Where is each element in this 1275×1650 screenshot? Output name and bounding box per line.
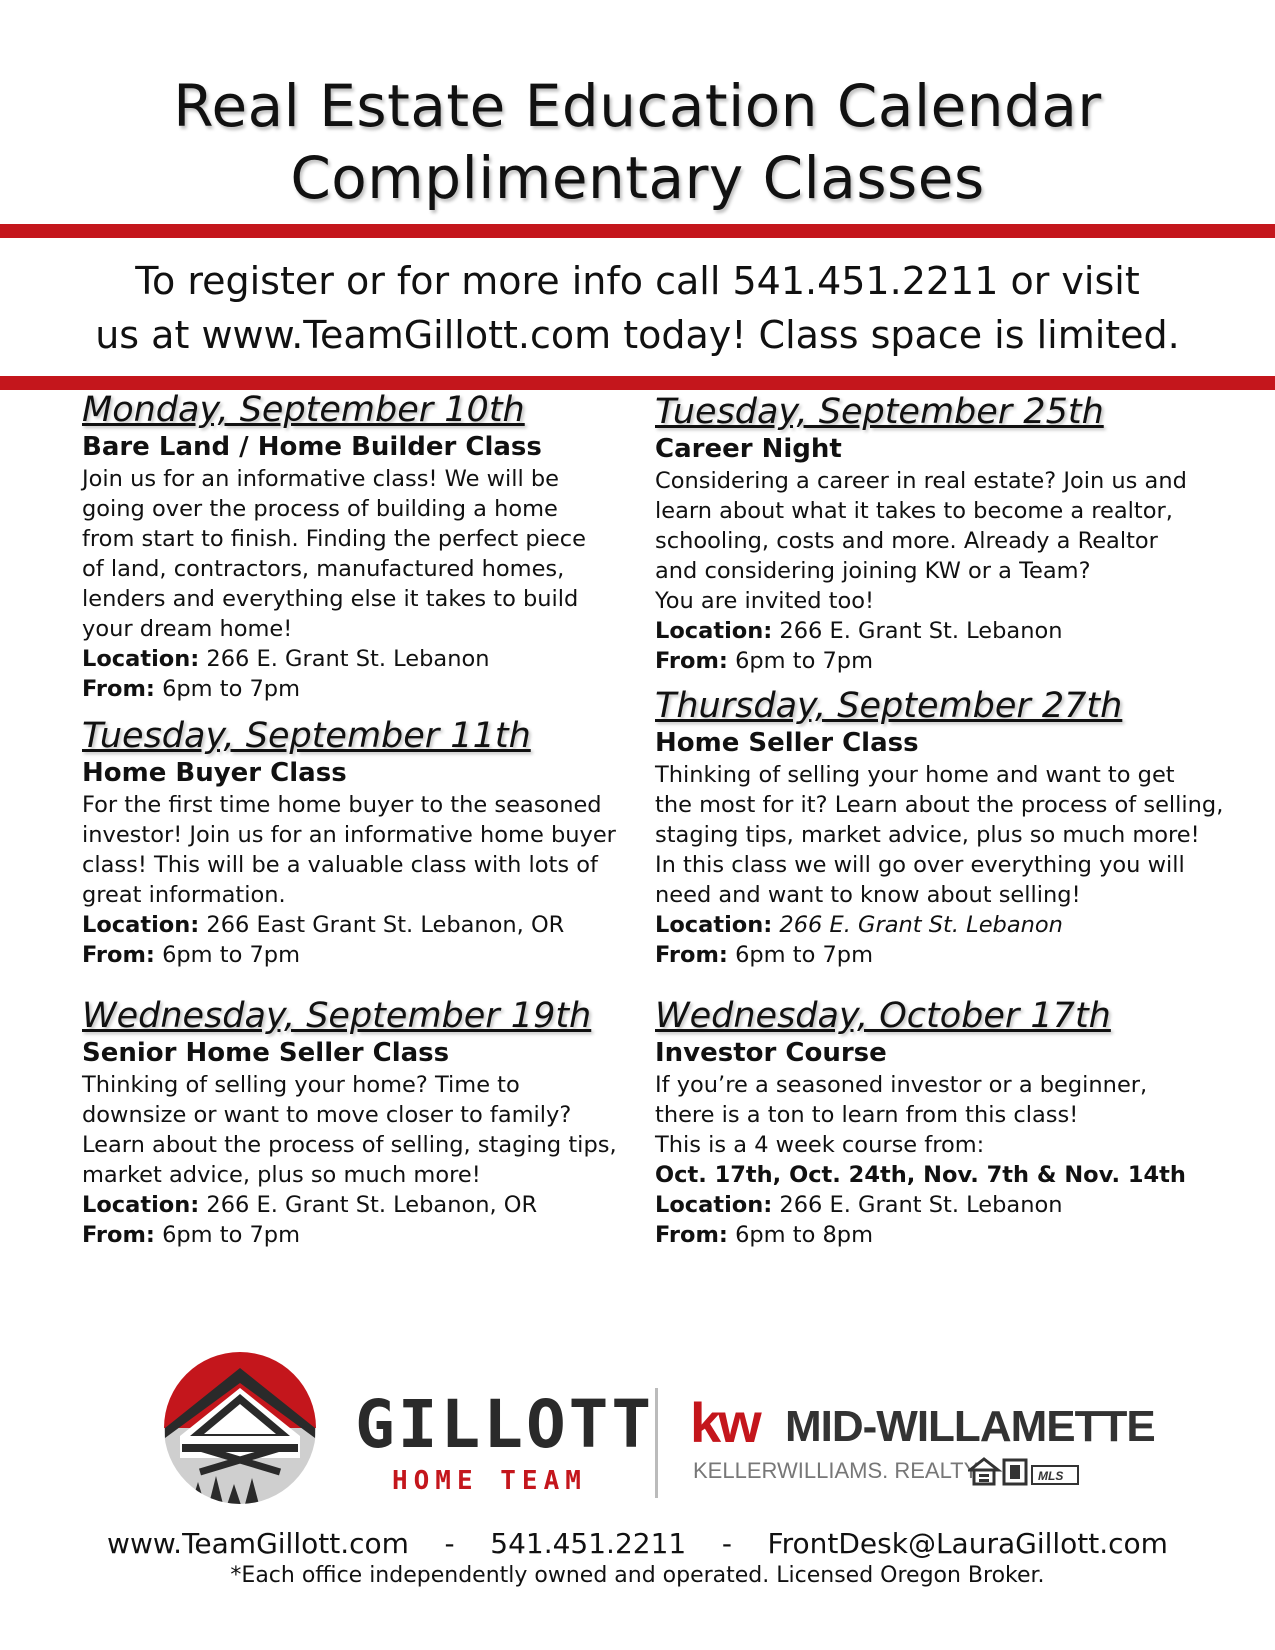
event-description (655, 466, 1215, 616)
location-value: 266 E. Grant St. Lebanon (199, 646, 490, 672)
event-time (655, 940, 1215, 970)
realtor-icon (1004, 1460, 1026, 1484)
time-value: 6pm to 8pm (727, 1222, 874, 1248)
page-title (0, 70, 1275, 214)
description-line: investor! Join us for an informative home buyer (82, 822, 616, 848)
description-line: Considering a career in real estate? Join us and (655, 468, 1187, 494)
course-dates: Oct. 17th, Oct. 24th, Nov. 7th & Nov. 14th (655, 1162, 1186, 1188)
kw-company-text: KELLERWILLIAMS. REALTY (693, 1458, 979, 1483)
top-red-divider (0, 224, 1275, 238)
time-label: From: (82, 942, 155, 968)
location-label: Location: (82, 646, 200, 672)
event-card (655, 686, 1224, 970)
location-value: 266 E. Grant St. Lebanon (772, 912, 1063, 938)
event-name: Bare Land / Home Builder Class (82, 432, 542, 462)
description-line: You are invited too! (655, 588, 875, 614)
description-line: and considering joining KW or a Team? (655, 558, 1091, 584)
event-date: Monday, September 10th (82, 390, 525, 430)
description-line: Learn about the process of selling, staging tips, (82, 1132, 617, 1158)
register-line-2: us at www.TeamGillott.com today! Class space is limited. (95, 313, 1180, 357)
register-line-1: To register or for more info call 541.451.2211 or visit (135, 259, 1140, 303)
event-name: Home Buyer Class (82, 758, 347, 788)
event-time (655, 1220, 1215, 1250)
description-line: This is a 4 week course from: (655, 1132, 985, 1158)
footer-contact-line (0, 1526, 1275, 1562)
description-line: your dream home! (82, 616, 293, 642)
event-time (82, 674, 622, 704)
kw-logo-mark: kw (690, 1391, 759, 1454)
event-card (655, 996, 1215, 1250)
description-line: market advice, plus so much more! (82, 1162, 481, 1188)
time-value: 6pm to 7pm (154, 1222, 301, 1248)
event-location (82, 1190, 622, 1220)
event-time (82, 1220, 622, 1250)
description-line: lenders and everything else it takes to build (82, 586, 579, 612)
description-line: from start to finish. Finding the perfect piece (82, 526, 586, 552)
footer (0, 1526, 1275, 1590)
footer-separator: - (721, 1527, 732, 1560)
title-line-2: Complimentary Classes (290, 144, 985, 212)
svg-text:MLS: MLS (1038, 1469, 1064, 1483)
description-line: the most for it? Learn about the process of selling, (655, 792, 1224, 818)
description-line: need and want to know about selling! (655, 882, 1081, 908)
footer-separator: - (444, 1527, 455, 1560)
event-description (655, 760, 1224, 910)
location-label: Location: (655, 1192, 773, 1218)
kw-region-text: MID-WILLAMETTE (785, 1402, 1155, 1451)
event-name: Investor Course (655, 1038, 887, 1068)
time-label: From: (655, 648, 728, 674)
event-description (82, 464, 622, 644)
event-name: Career Night (655, 434, 842, 464)
footer-disclaimer: *Each office independently owned and operated. Licensed Oregon Broker. (230, 1563, 1045, 1588)
description-line: class! This will be a valuable class with lots of (82, 852, 598, 878)
event-location (655, 1190, 1215, 1220)
footer-phone[interactable]: 541.451.2211 (490, 1527, 687, 1560)
mls-icon (1032, 1466, 1078, 1484)
time-label: From: (655, 1222, 728, 1248)
event-name: Senior Home Seller Class (82, 1038, 450, 1068)
compliance-icons (968, 1456, 1108, 1490)
event-date: Thursday, September 27th (655, 686, 1123, 726)
time-value: 6pm to 7pm (154, 676, 301, 702)
time-value: 6pm to 7pm (727, 942, 874, 968)
event-location (655, 616, 1215, 646)
footer-website-link[interactable]: www.TeamGillott.com (107, 1527, 409, 1560)
description-line: downsize or want to move closer to family? (82, 1102, 572, 1128)
footer-email-link[interactable]: FrontDesk@LauraGillott.com (767, 1527, 1168, 1560)
description-line: of land, contractors, manufactured homes, (82, 556, 565, 582)
event-card (655, 392, 1215, 676)
event-card (82, 716, 622, 970)
event-date: Tuesday, September 11th (82, 716, 531, 756)
logo-row (160, 1348, 1160, 1518)
event-name: Home Seller Class (655, 728, 919, 758)
location-label: Location: (655, 618, 773, 644)
description-line: there is a ton to learn from this class! (655, 1102, 1079, 1128)
event-description (82, 790, 622, 910)
event-card (82, 390, 622, 704)
time-value: 6pm to 7pm (154, 942, 301, 968)
time-label: From: (655, 942, 728, 968)
description-line: great information. (82, 882, 286, 908)
event-date: Wednesday, October 17th (655, 996, 1111, 1036)
house-roof-logo-icon (160, 1348, 320, 1508)
description-line: For the first time home buyer to the seasoned (82, 792, 602, 818)
description-line: Thinking of selling your home? Time to (82, 1072, 520, 1098)
time-label: From: (82, 676, 155, 702)
description-line: Thinking of selling your home and want to get (655, 762, 1175, 788)
description-line: learn about what it takes to become a realtor, (655, 498, 1173, 524)
location-value: 266 E. Grant St. Lebanon (772, 618, 1063, 644)
location-value: 266 E. Grant St. Lebanon (772, 1192, 1063, 1218)
description-line: If you’re a seasoned investor or a beginner, (655, 1072, 1148, 1098)
location-label: Location: (82, 1192, 200, 1218)
bottom-red-divider (0, 376, 1275, 390)
event-date: Wednesday, September 19th (82, 996, 592, 1036)
event-location (82, 644, 622, 674)
gillott-logo-subtext: HOME TEAM (392, 1466, 587, 1496)
description-line: In this class we will go over everything you will (655, 852, 1185, 878)
gillott-logo-text: GILLOTT (355, 1386, 655, 1463)
location-value: 266 East Grant St. Lebanon, OR (199, 912, 565, 938)
description-line: Join us for an informative class! We will be (82, 466, 560, 492)
description-line: going over the process of building a home (82, 496, 558, 522)
logo-divider (655, 1388, 658, 1498)
event-card (82, 996, 622, 1250)
time-value: 6pm to 7pm (727, 648, 874, 674)
description-line: schooling, costs and more. Already a Realtor (655, 528, 1158, 554)
event-location (655, 910, 1215, 940)
description-line: staging tips, market advice, plus so much more! (655, 822, 1200, 848)
equal-housing-icon (970, 1459, 998, 1484)
location-label: Location: (82, 912, 200, 938)
time-label: From: (82, 1222, 155, 1248)
event-time (82, 940, 622, 970)
title-line-1: Real Estate Education Calendar (173, 72, 1102, 140)
event-date: Tuesday, September 25th (655, 392, 1104, 432)
event-description (82, 1070, 622, 1190)
event-location (82, 910, 622, 940)
location-value: 266 E. Grant St. Lebanon, OR (199, 1192, 538, 1218)
location-label: Location: (655, 912, 773, 938)
event-description (655, 1070, 1215, 1190)
event-time (655, 646, 1215, 676)
registration-info (0, 254, 1275, 362)
